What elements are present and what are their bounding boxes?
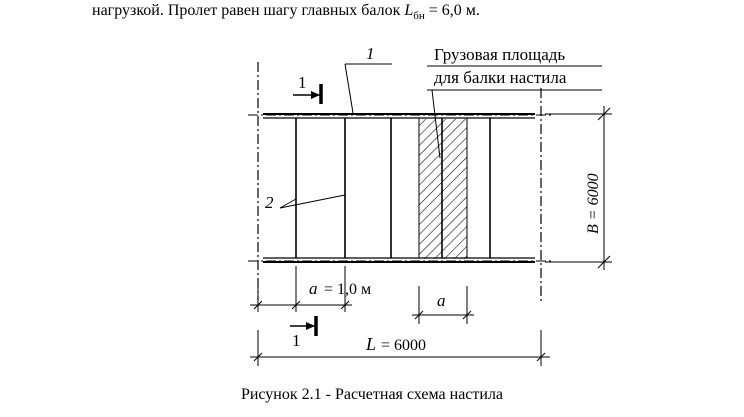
intro-variable: L bbox=[404, 2, 414, 19]
leader-1 bbox=[345, 64, 353, 113]
intro-prefix: нагрузкой. Пролет равен шагу главных балок bbox=[92, 2, 405, 19]
section-mark-bottom bbox=[290, 316, 316, 350]
dimension-a-var: a bbox=[309, 279, 318, 298]
cargo-area-hatch bbox=[419, 119, 467, 259]
main-beam-top bbox=[263, 114, 535, 118]
label-2: 2 bbox=[265, 193, 274, 212]
section-mark-bottom-label: 1 bbox=[292, 331, 301, 350]
dimension-l-value: = 6000 bbox=[381, 337, 427, 354]
dimension-a-cargo-label: a bbox=[437, 291, 446, 310]
leader-2 bbox=[280, 195, 345, 208]
dimension-l-var: L bbox=[366, 334, 377, 354]
figure-caption: Рисунок 2.1 - Расчетная схема настила bbox=[240, 386, 504, 403]
dimension-b-label: B = 6000 bbox=[585, 173, 602, 234]
dimension-a-value: = 1,0 м bbox=[324, 281, 372, 298]
intro-subscript: бн bbox=[413, 10, 425, 23]
cargo-area-label-line2: для балки настила bbox=[434, 68, 567, 87]
cargo-area-label-line1: Грузовая площадь bbox=[434, 45, 566, 64]
intro-suffix: = 6,0 м. bbox=[424, 2, 480, 19]
label-1: 1 bbox=[366, 44, 375, 63]
section-mark-top-label: 1 bbox=[298, 73, 307, 92]
section-mark-top bbox=[293, 73, 321, 104]
main-beam-bottom bbox=[263, 258, 535, 262]
